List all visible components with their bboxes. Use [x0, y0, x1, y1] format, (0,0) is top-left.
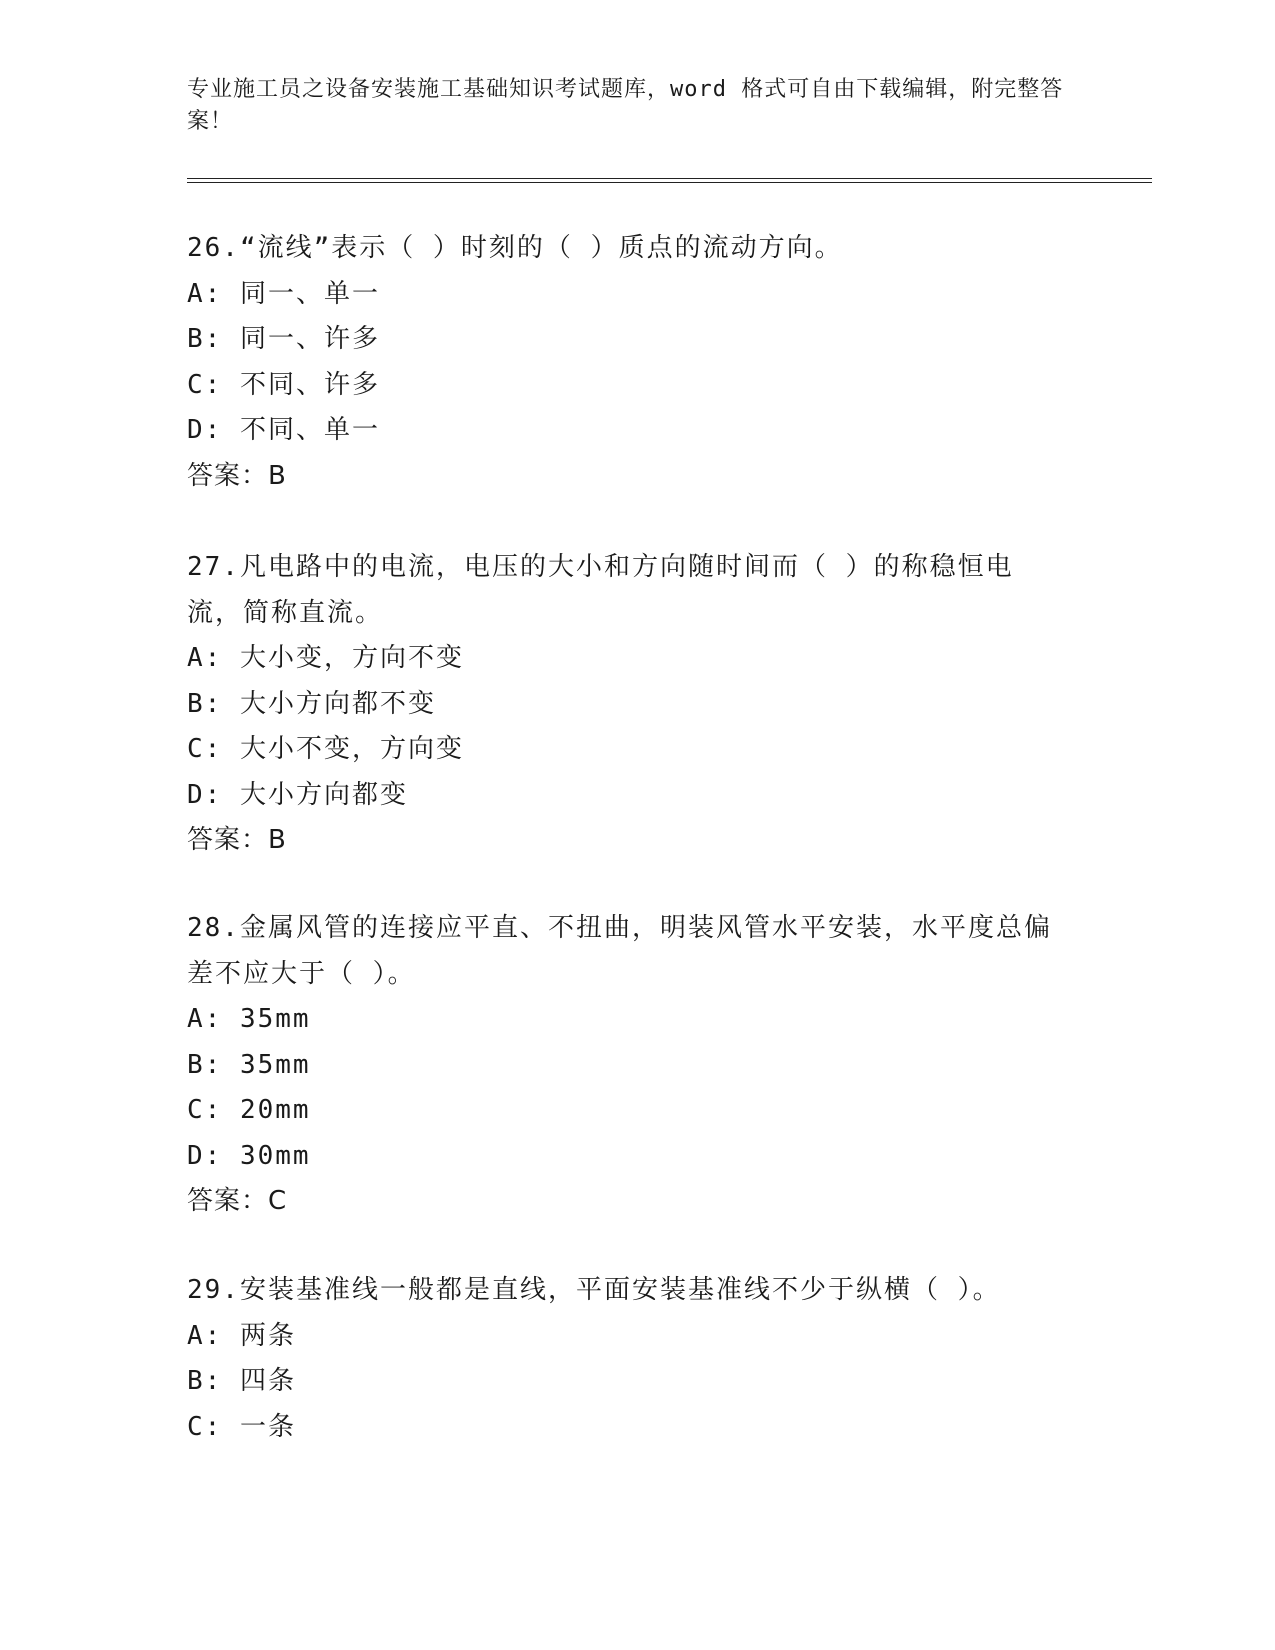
option-b: B: 四条: [187, 1366, 296, 1396]
question-stem: 29.安装基准线一般都是直线，平面安装基准线不少于纵横（ ）。: [187, 1275, 1001, 1305]
option-a: A: 两条: [187, 1320, 296, 1351]
answer: 答案：B: [187, 460, 287, 491]
option-d: D: 不同、单一: [187, 415, 380, 445]
question-stem: 27.凡电路中的电流，电压的大小和方向随时间而（ ）的称稳恒电流，简称直流。: [187, 552, 1014, 628]
option-c: C: 大小不变，方向变: [187, 734, 464, 764]
answer: 答案：B: [187, 825, 287, 855]
option-d: D: 30mm: [187, 1140, 311, 1171]
option-c: C: 不同、许多: [187, 369, 380, 400]
option-a: A: 35mm: [187, 1004, 311, 1034]
option-c: C: 20mm: [187, 1095, 311, 1125]
header-rule-bottom: [187, 182, 1152, 183]
option-b: B: 同一、许多: [187, 324, 380, 354]
question-28: [187, 906, 1067, 1225]
header-rule-top: [187, 178, 1152, 179]
option-b: B: 大小方向都不变: [187, 688, 436, 719]
option-a: A: 大小变，方向不变: [187, 643, 464, 673]
question-29: [187, 1268, 1087, 1450]
option-d: D: 大小方向都变: [187, 779, 408, 810]
question-stem: 28.金属风管的连接应平直、不扭曲，明装风管水平安装，水平度总偏差不应大于（ ）。: [187, 913, 1052, 989]
option-b: B: 35mm: [187, 1049, 311, 1080]
option-c: C: 一条: [187, 1411, 296, 1442]
option-a: A: 同一、单一: [187, 278, 380, 309]
answer: 答案：C: [187, 1186, 288, 1216]
document-header: 专业施工员之设备安装施工基础知识考试题库，word 格式可自由下载编辑，附完整答案！: [187, 77, 1064, 134]
question-stem: 26.“流线”表示（ ）时刻的（ ）质点的流动方向。: [187, 233, 843, 263]
question-26: [187, 226, 1087, 499]
question-27: [187, 545, 1037, 864]
